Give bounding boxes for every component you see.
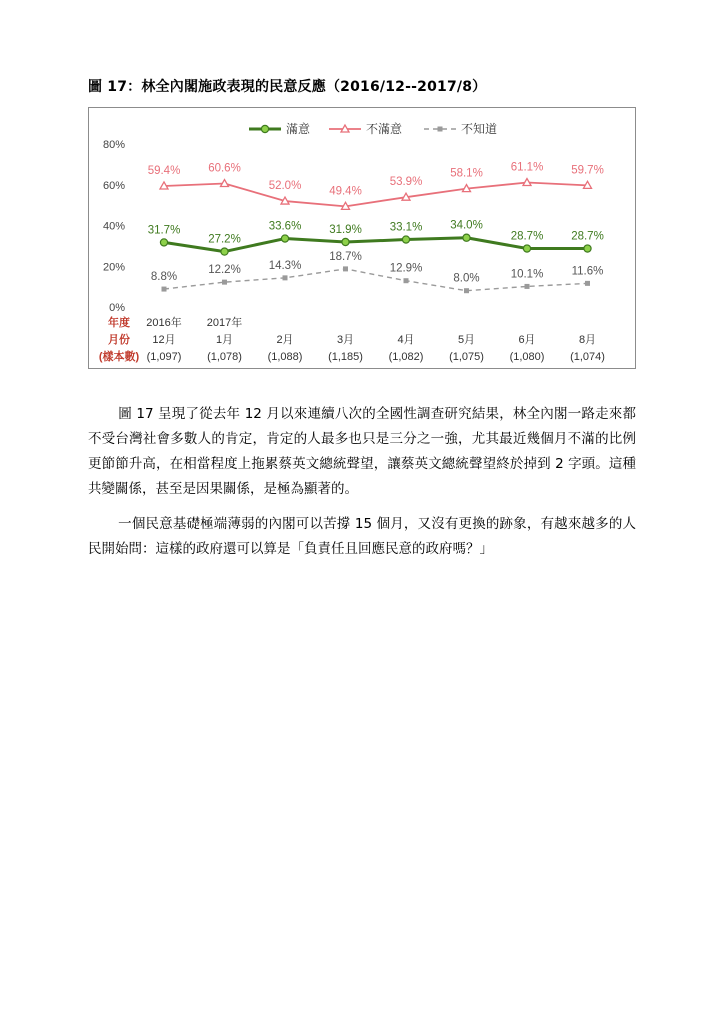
data-point-satisfied bbox=[523, 245, 530, 252]
x-tick-label: 2月 bbox=[276, 334, 294, 346]
data-point-unknown bbox=[343, 266, 348, 271]
data-label-unknown: 12.9% bbox=[389, 262, 423, 275]
data-point-unknown bbox=[464, 288, 469, 293]
row-header-label: 月份 bbox=[108, 334, 130, 346]
data-point-satisfied bbox=[281, 235, 288, 242]
data-label-dissatisfied: 59.7% bbox=[571, 164, 604, 177]
data-label-satisfied: 33.1% bbox=[389, 221, 423, 234]
data-label-satisfied: 27.2% bbox=[208, 233, 241, 246]
x-tick-label: (1,082) bbox=[388, 351, 424, 363]
y-tick-label: 40% bbox=[102, 220, 125, 233]
data-label-unknown: 10.1% bbox=[510, 268, 544, 281]
x-tick-label: 5月 bbox=[457, 334, 476, 346]
data-label-satisfied: 31.9% bbox=[329, 224, 362, 237]
x-tick-label: 3月 bbox=[336, 334, 355, 346]
data-label-unknown: 12.2% bbox=[208, 264, 241, 277]
data-point-satisfied bbox=[463, 234, 470, 241]
body-paragraph-2 bbox=[88, 512, 636, 562]
line-chart bbox=[89, 108, 635, 368]
data-label-unknown: 8.0% bbox=[453, 272, 480, 285]
data-point-unknown bbox=[404, 278, 409, 283]
chart-frame bbox=[88, 107, 636, 369]
legend-label-satisfied: 滿意 bbox=[286, 122, 311, 136]
data-label-dissatisfied: 53.9% bbox=[389, 176, 423, 189]
x-tick-label: 1月 bbox=[215, 334, 234, 346]
data-label-unknown: 18.7% bbox=[329, 250, 362, 263]
x-tick-label: 12月 bbox=[152, 334, 176, 346]
data-point-satisfied bbox=[342, 238, 349, 245]
data-point-satisfied bbox=[160, 239, 167, 246]
data-label-unknown: 8.8% bbox=[150, 271, 178, 284]
paragraph-text-2: 一個民意基礎極端薄弱的內閣可以苦撐 15 個月，又沒有更換的跡象，有越來越多的人民開始問：這樣的政府還可以算是「負責任且回應民意的政府嗎？」 bbox=[88, 516, 636, 557]
x-axis bbox=[99, 315, 605, 363]
x-tick-label: (1,097) bbox=[146, 351, 182, 363]
data-label-dissatisfied: 61.1% bbox=[510, 161, 544, 174]
series-dissatisfied bbox=[148, 162, 604, 210]
x-tick-label: (1,185) bbox=[328, 351, 363, 363]
data-point-satisfied bbox=[221, 248, 228, 255]
x-tick-label: 2016年 bbox=[146, 317, 182, 329]
y-tick-label: 80% bbox=[102, 139, 125, 151]
body-paragraph-1 bbox=[88, 402, 636, 502]
data-point-satisfied bbox=[402, 236, 409, 243]
data-label-unknown: 11.6% bbox=[571, 265, 604, 278]
x-tick-label: (1,078) bbox=[207, 351, 242, 363]
data-label-dissatisfied: 59.4% bbox=[147, 164, 181, 177]
series-unknown bbox=[151, 251, 603, 293]
data-label-dissatisfied: 58.1% bbox=[450, 167, 483, 180]
series-satisfied bbox=[148, 220, 604, 255]
data-point-unknown bbox=[585, 281, 590, 286]
data-point-unknown bbox=[222, 280, 227, 285]
paragraph-text-1: 圖 17 呈現了從去年 12 月以來連續八次的全國性調查研究結果，林全內閣一路走來都不受台灣社會多數人的肯定，肯定的人最多也只是三分之一強，尤其最近幾個月不滿的比例更節節升高，在相當程度上拖累蔡英文總統聲望，讓蔡英文總統聲望終於掉到 2 字頭。這種共變關係，甚至是因果關係，是極為顯著的。 bbox=[88, 406, 636, 497]
x-tick-label: (1,080) bbox=[509, 351, 545, 363]
data-label-dissatisfied: 60.6% bbox=[208, 162, 241, 175]
data-point-unknown bbox=[162, 287, 167, 292]
figure-title: 圖 17：林全內閣施政表現的民意反應（2016/12--2017/8） bbox=[88, 79, 487, 95]
x-tick-label: (1,074) bbox=[570, 351, 605, 363]
data-label-satisfied: 34.0% bbox=[450, 219, 483, 232]
x-tick-label: (1,075) bbox=[449, 351, 484, 363]
data-label-dissatisfied: 49.4% bbox=[329, 185, 362, 198]
data-point-unknown bbox=[525, 284, 530, 289]
x-tick-label: 8月 bbox=[578, 334, 597, 346]
data-label-satisfied: 31.7% bbox=[147, 224, 181, 237]
y-axis bbox=[103, 139, 125, 314]
y-tick-label: 60% bbox=[102, 179, 125, 192]
data-point-unknown bbox=[283, 275, 288, 280]
data-label-satisfied: 33.6% bbox=[268, 220, 302, 233]
data-label-unknown: 14.3% bbox=[268, 259, 302, 272]
legend-marker-unknown bbox=[438, 127, 443, 132]
x-tick-label: 2017年 bbox=[206, 317, 243, 329]
data-label-dissatisfied: 52.0% bbox=[268, 180, 302, 193]
data-label-satisfied: 28.7% bbox=[510, 230, 544, 243]
x-tick-label: (1,088) bbox=[267, 351, 303, 363]
legend-label-unknown: 不知道 bbox=[461, 122, 498, 136]
x-tick-label: 4月 bbox=[397, 334, 415, 346]
y-tick-label: 20% bbox=[102, 261, 125, 274]
legend-label-dissatisfied: 不滿意 bbox=[366, 122, 403, 136]
chart-legend bbox=[249, 121, 497, 136]
data-point-satisfied bbox=[584, 245, 591, 252]
row-header-label: 年度 bbox=[108, 317, 130, 329]
x-tick-label: 6月 bbox=[518, 334, 536, 346]
legend-marker-satisfied bbox=[261, 125, 268, 132]
row-header-label: (樣本數) bbox=[98, 351, 140, 363]
y-tick-label: 0% bbox=[109, 302, 125, 314]
plot-area bbox=[148, 162, 604, 294]
data-label-satisfied: 28.7% bbox=[571, 230, 604, 243]
